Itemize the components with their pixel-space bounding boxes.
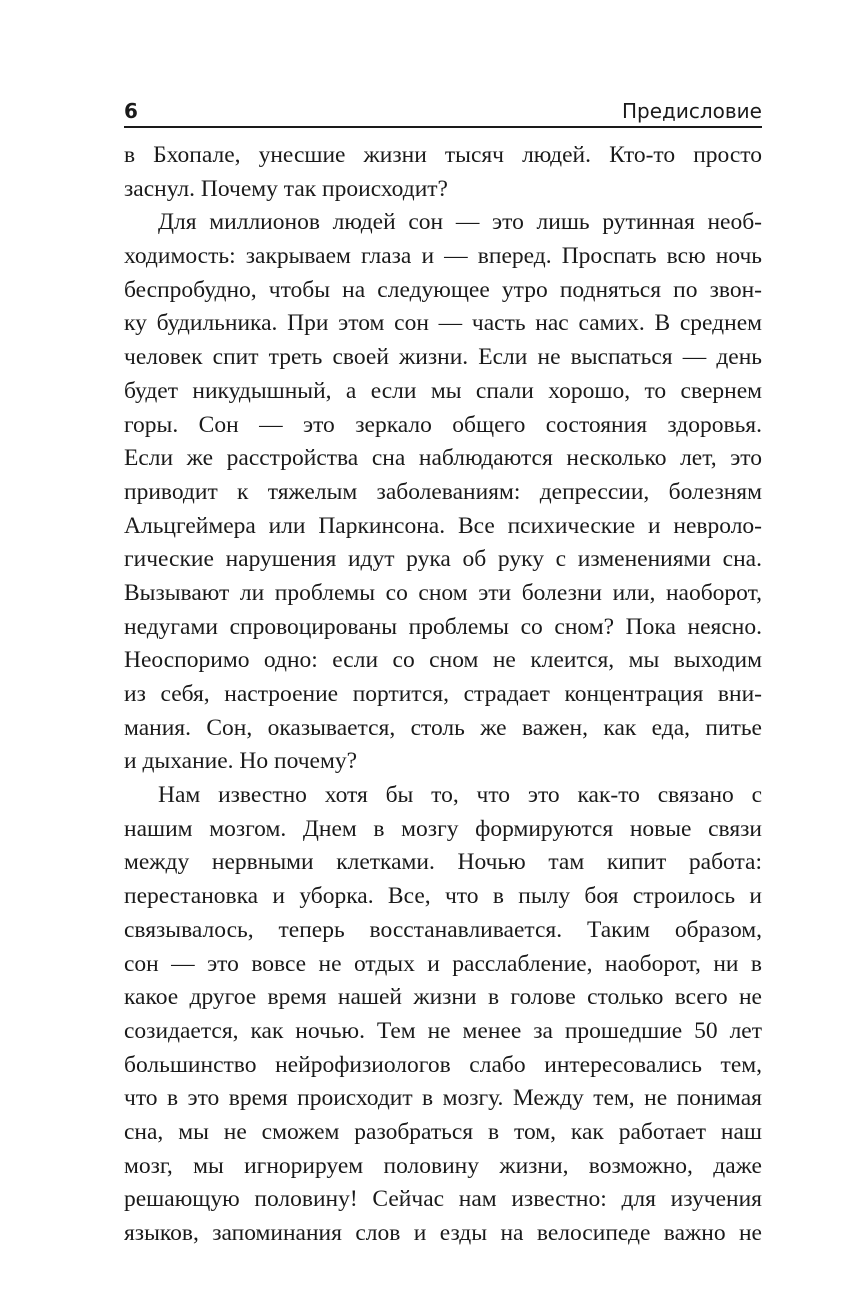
text-line: мания. Сон, оказывается, столь же важен, как еда, питье — [124, 714, 762, 741]
text-line: недугами спровоцированы проблемы со сном? Пока неясно. — [124, 613, 762, 640]
text-line: решающую половину! Сейчас нам известно: для изучения — [124, 1186, 762, 1213]
section-title: Предисловие — [622, 99, 762, 123]
text-line: Неоспоримо одно: если со сном не клеится, мы выходим — [124, 647, 762, 674]
text-line: из себя, настроение портится, страдает концентрация вни- — [124, 681, 762, 707]
text-line: между нервными клетками. Ночью там кипит работа: — [124, 849, 762, 876]
text-line: связывалось, теперь восстанавливается. Таким образом, — [124, 916, 762, 943]
page-number: 6 — [124, 99, 138, 123]
text-line: ходимость: закрываем глаза и — вперед. Проспать всю ночь — [124, 243, 762, 270]
text-line: в Бхопале, унесшие жизни тысяч людей. Кто-то просто — [124, 142, 762, 168]
text-line: большинство нейрофизиологов слабо интересовались тем, — [124, 1051, 762, 1078]
text-line: Альцгеймера или Паркинсона. Все психические и невроло- — [124, 512, 762, 539]
body-text — [124, 128, 762, 1251]
book-page — [124, 96, 762, 1251]
text-line: что в это время происходит в мозгу. Между тем, не понимая — [124, 1085, 762, 1112]
running-header — [124, 96, 762, 128]
text-line: Для миллионов людей сон — это лишь рутинная необ- — [158, 209, 762, 236]
text-line: перестановка и уборка. Все, что в пылу боя строилось и — [124, 883, 762, 910]
text-line: Нам известно хотя бы то, что это как-то связано с — [158, 782, 762, 809]
text-line: Если же расстройства сна наблюдаются несколько лет, это — [124, 445, 762, 472]
text-line: приводит к тяжелым заболеваниям: депрессии, болезням — [124, 478, 762, 505]
text-line: мозг, мы игнорируем половину жизни, возможно, даже — [124, 1152, 762, 1179]
text-line: заснул. Почему так происходит? — [124, 175, 448, 202]
text-line: будет никудышный, а если мы спали хорошо, то свернем — [124, 377, 762, 404]
text-line: языков, запоминания слов и езды на велосипеде важно не — [124, 1220, 762, 1246]
text-line: ку будильника. При этом сон — часть нас самих. В среднем — [124, 310, 762, 337]
text-line: горы. Сон — это зеркало общего состояния здоровья. — [124, 411, 762, 438]
text-line: и дыхание. Но почему? — [124, 748, 358, 775]
text-line: созидается, как ночью. Тем не менее за прошедшие 50 лет — [124, 1017, 762, 1044]
text-line: беспробудно, чтобы на следующее утро подняться по звон- — [124, 276, 762, 303]
text-line: нашим мозгом. Днем в мозгу формируются новые связи — [124, 815, 762, 842]
text-line: сон — это вовсе не отдых и расслабление, наоборот, ни в — [124, 950, 762, 977]
text-line: гические нарушения идут рука об руку с изменениями сна. — [124, 546, 762, 573]
text-line: человек спит треть своей жизни. Если не выспаться — день — [124, 344, 762, 371]
text-line: Вызывают ли проблемы со сном эти болезни или, наоборот, — [124, 579, 762, 606]
text-line: какое другое время нашей жизни в голове столько всего не — [124, 984, 762, 1011]
text-line: сна, мы не сможем разобраться в том, как работает наш — [124, 1118, 762, 1145]
